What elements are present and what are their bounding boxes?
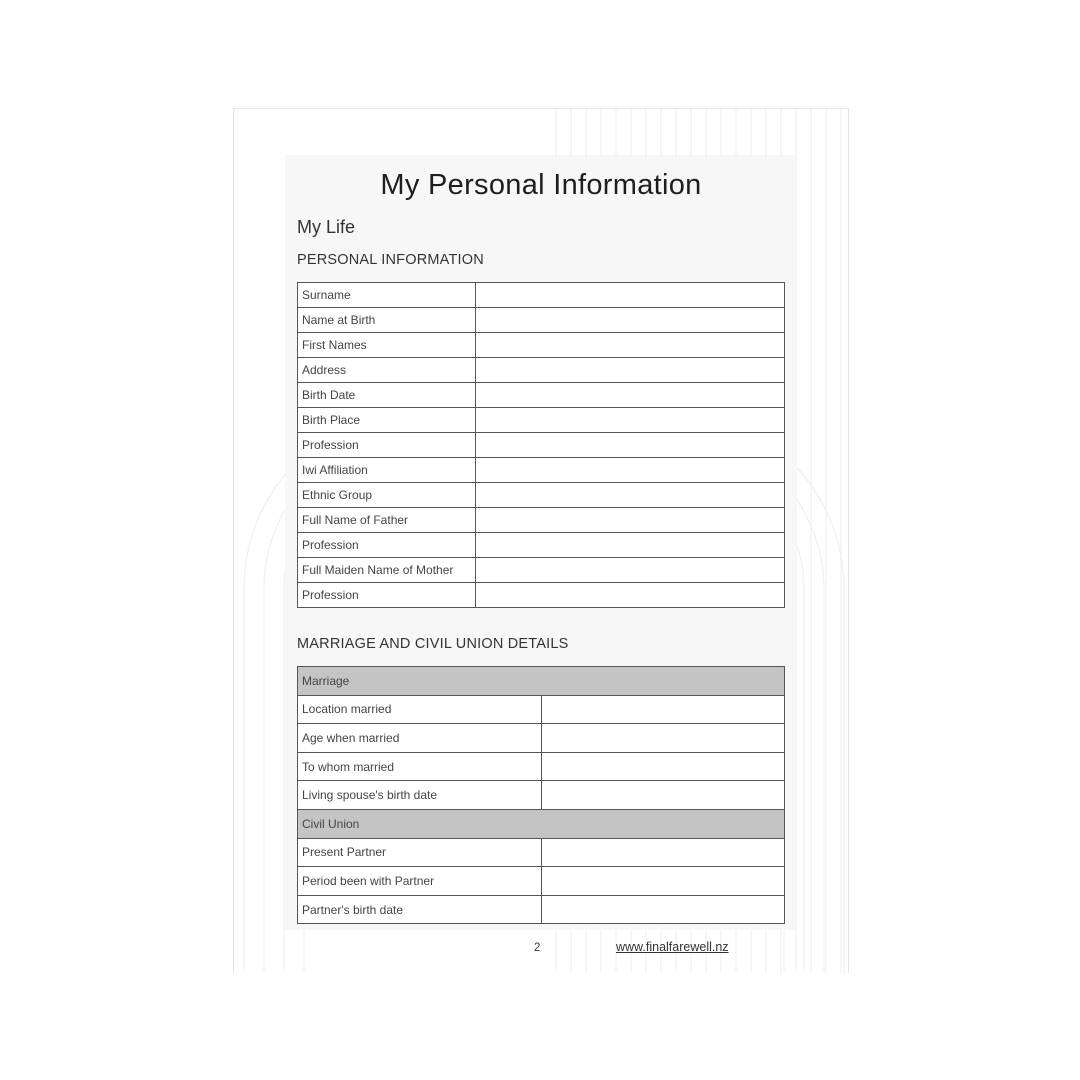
- row-label: Name at Birth: [298, 308, 476, 333]
- row-label: Full Maiden Name of Mother: [298, 558, 476, 583]
- profession-field[interactable]: [476, 433, 785, 458]
- age-when-married-field[interactable]: [541, 724, 785, 753]
- row-label: Age when married: [298, 724, 542, 753]
- page-subtitle: My Life: [297, 217, 356, 237]
- father-full-name-field[interactable]: [476, 508, 785, 533]
- website-link[interactable]: www.finalfarewell.nz: [616, 940, 729, 954]
- location-married-field[interactable]: [541, 695, 785, 724]
- marriage-details-table: [297, 666, 785, 924]
- table-row: [298, 458, 785, 483]
- father-profession-field[interactable]: [476, 533, 785, 558]
- row-label: Period been with Partner: [298, 867, 542, 896]
- row-label: Living spouse's birth date: [298, 781, 542, 810]
- table-row: [298, 724, 785, 753]
- table-row: [298, 558, 785, 583]
- name-at-birth-field[interactable]: [476, 308, 785, 333]
- present-partner-field[interactable]: [541, 838, 785, 867]
- row-label: Address: [298, 358, 476, 383]
- row-label: Surname: [298, 283, 476, 308]
- personal-information-heading: PERSONAL INFORMATION: [297, 252, 484, 268]
- document-page: [233, 108, 849, 973]
- surname-field[interactable]: [476, 283, 785, 308]
- birth-date-field[interactable]: [476, 383, 785, 408]
- table-row: [298, 308, 785, 333]
- row-label: First Names: [298, 333, 476, 358]
- row-label: Partner's birth date: [298, 895, 542, 924]
- table-row: [298, 358, 785, 383]
- ethnic-group-field[interactable]: [476, 483, 785, 508]
- personal-information-table: [297, 282, 785, 608]
- mother-maiden-name-field[interactable]: [476, 558, 785, 583]
- first-names-field[interactable]: [476, 333, 785, 358]
- table-row: [298, 583, 785, 608]
- row-label: Ethnic Group: [298, 483, 476, 508]
- row-label: Profession: [298, 533, 476, 558]
- birth-place-field[interactable]: [476, 408, 785, 433]
- page-title: My Personal Information: [380, 169, 702, 201]
- table-row: [298, 383, 785, 408]
- table-row: [298, 533, 785, 558]
- partner-birth-date-field[interactable]: [541, 895, 785, 924]
- group-header-row: [298, 809, 785, 838]
- table-row: [298, 838, 785, 867]
- page-number: 2: [534, 942, 541, 954]
- mother-profession-field[interactable]: [476, 583, 785, 608]
- table-row: [298, 781, 785, 810]
- row-label: Location married: [298, 695, 542, 724]
- row-label: Profession: [298, 583, 476, 608]
- row-label: Birth Date: [298, 383, 476, 408]
- row-label: Birth Place: [298, 408, 476, 433]
- iwi-affiliation-field[interactable]: [476, 458, 785, 483]
- table-row: [298, 408, 785, 433]
- group-header-row: [298, 667, 785, 696]
- row-label: To whom married: [298, 752, 542, 781]
- table-row: [298, 695, 785, 724]
- table-row: [298, 895, 785, 924]
- table-row: [298, 867, 785, 896]
- table-row: [298, 333, 785, 358]
- to-whom-married-field[interactable]: [541, 752, 785, 781]
- row-label: Profession: [298, 433, 476, 458]
- marriage-details-heading: MARRIAGE AND CIVIL UNION DETAILS: [297, 636, 569, 652]
- period-with-partner-field[interactable]: [541, 867, 785, 896]
- table-row: [298, 433, 785, 458]
- address-field[interactable]: [476, 358, 785, 383]
- spouse-birth-date-field[interactable]: [541, 781, 785, 810]
- table-row: [298, 483, 785, 508]
- table-row: [298, 508, 785, 533]
- civil-union-group-label: Civil Union: [298, 809, 785, 838]
- row-label: Full Name of Father: [298, 508, 476, 533]
- table-row: [298, 752, 785, 781]
- marriage-group-label: Marriage: [298, 667, 785, 696]
- row-label: Iwi Affiliation: [298, 458, 476, 483]
- row-label: Present Partner: [298, 838, 542, 867]
- table-row: [298, 283, 785, 308]
